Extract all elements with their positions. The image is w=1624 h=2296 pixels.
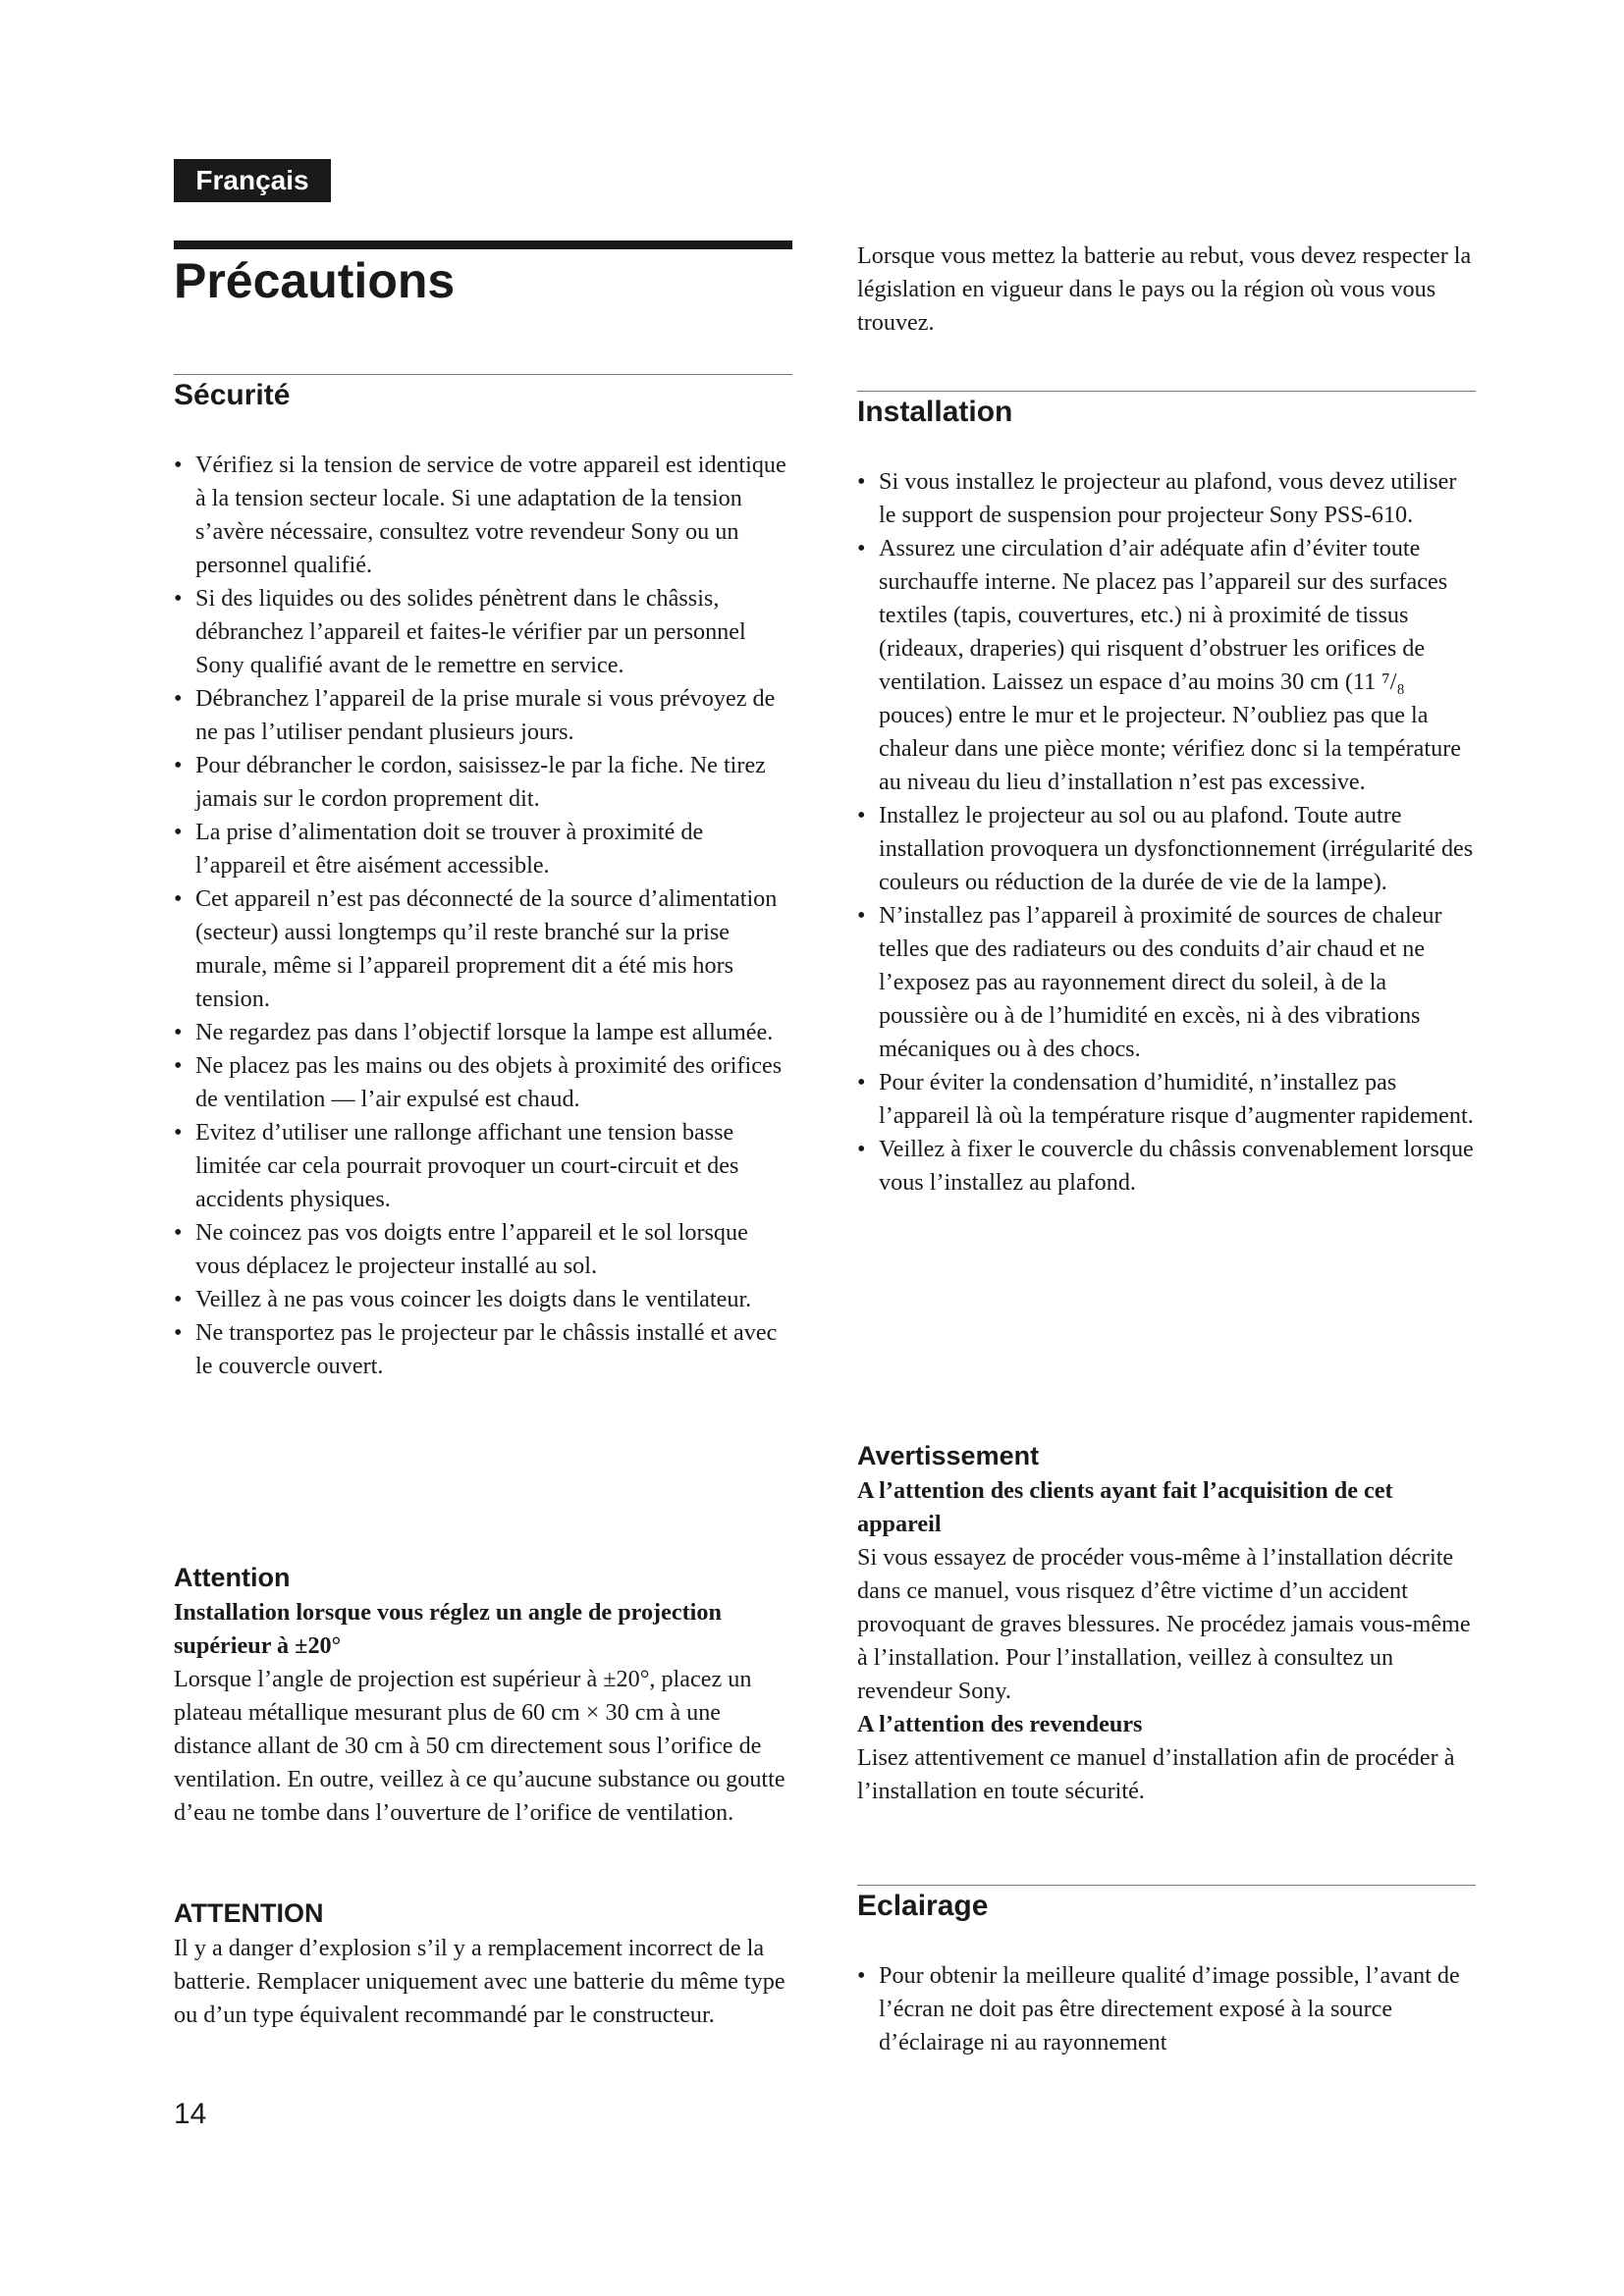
eclairage-rule <box>857 1885 1476 1886</box>
avertissement-body2: Lisez attentivement ce manuel d’installation afin de procéder à l’installation en toute sécurité. <box>857 1744 1455 1804</box>
securite-rule <box>174 374 792 375</box>
attention-caps-body: Il y a danger d’explosion s’il y a remplacement incorrect de la batterie. Remplacer uniquement avec une batterie du même type ou d’un type équivalent recommandé par le constructeur. <box>174 1935 785 2028</box>
battery-intro-block <box>857 240 1476 340</box>
page-title: Précautions <box>174 253 456 308</box>
installation-rule <box>857 391 1476 392</box>
battery-intro: Lorsque vous mettez la batterie au rebut, vous devez respecter la législation en vigueur dans le pays ou la région où vous vous trouvez. <box>857 242 1472 336</box>
list-item: • Pour obtenir la meilleure qualité d’image possible, l’avant de l’écran ne doit pas être directement exposé à la source d’éclairage ni au rayonnement <box>857 1959 1476 2059</box>
eclairage-list <box>857 1959 1476 2059</box>
attention-body: Lorsque l’angle de projection est supérieur à ±20°, placez un plateau métallique mesurant plus de 60 cm × 30 cm à une distance allant de 30 cm à 50 cm directement sous l’orifice de ventilation. En outre, veillez à ce qu’aucune substance ou goutte d’eau ne tombe dans l’ouverture de l’orifice de ventilation. <box>174 1666 785 1826</box>
list-item: • Ne regardez pas dans l’objectif lorsque la lampe est allumée. <box>174 1016 792 1049</box>
language-tab: Français <box>174 159 331 202</box>
avertissement-block <box>857 1474 1476 1808</box>
list-item: • Evitez d’utiliser une rallonge affichant une tension basse limitée car cela pourrait provoquer un court-circuit et des accidents physiques. <box>174 1116 792 1216</box>
attention-caps-block <box>174 1932 792 2032</box>
list-item: • Ne transportez pas le projecteur par le châssis installé et avec le couvercle ouvert. <box>174 1316 792 1383</box>
attention-subheading: Installation lorsque vous réglez un angle de projection supérieur à ±20° <box>174 1599 722 1659</box>
attention-block <box>174 1596 792 1830</box>
list-item: • Si des liquides ou des solides pénètrent dans le châssis, débranchez l’appareil et faites-le vérifier par un personnel Sony qualifié avant de le remettre en service. <box>174 582 792 682</box>
list-item: • Veillez à fixer le couvercle du châssis convenablement lorsque vous l’installez au plafond. <box>857 1133 1476 1200</box>
securite-list-block <box>174 449 792 1383</box>
avertissement-body1: Si vous essayez de procéder vous-même à l’installation décrite dans ce manuel, vous risquez d’être victime d’un accident provoquant de graves blessures. Ne procédez jamais vous-même à l’installation. Pour l’installation, veillez à consultez un revendeur Sony. <box>857 1544 1471 1704</box>
list-item: • Cet appareil n’est pas déconnecté de la source d’alimentation (secteur) aussi longtemps qu’il reste branché sur la prise murale, même si l’appareil proprement dit a été mis hors tension. <box>174 882 792 1016</box>
list-item: • Vérifiez si la tension de service de votre appareil est identique à la tension secteur locale. Si une adaptation de la tension s’avère nécessaire, consultez votre revendeur Sony ou un personnel qualifié. <box>174 449 792 582</box>
list-item: • La prise d’alimentation doit se trouver à proximité de l’appareil et être aisément accessible. <box>174 816 792 882</box>
list-item: • Ne placez pas les mains ou des objets à proximité des orifices de ventilation — l’air expulsé est chaud. <box>174 1049 792 1116</box>
attention-heading: Attention <box>174 1563 291 1592</box>
page-number: 14 <box>174 2098 207 2130</box>
list-item: • Veillez à ne pas vous coincer les doigts dans le ventilateur. <box>174 1283 792 1316</box>
attention-caps-heading: ATTENTION <box>174 1898 324 1928</box>
list-item: • Installez le projecteur au sol ou au plafond. Toute autre installation provoquera un dysfonctionnement (irrégularité des couleurs ou réduction de la durée de vie de la lampe). <box>857 799 1476 899</box>
title-rule <box>174 240 792 249</box>
avertissement-heading: Avertissement <box>857 1441 1040 1470</box>
list-item: • Si vous installez le projecteur au plafond, vous devez utiliser le support de suspension pour projecteur Sony PSS-610. <box>857 465 1476 532</box>
eclairage-list-block <box>857 1959 1476 2059</box>
avertissement-sub1: A l’attention des clients ayant fait l’acquisition de cet appareil <box>857 1477 1393 1537</box>
avertissement-sub2: A l’attention des revendeurs <box>857 1711 1143 1737</box>
list-item: • Pour éviter la condensation d’humidité, n’installez pas l’appareil là où la température risque d’augmenter rapidement. <box>857 1066 1476 1133</box>
securite-list <box>174 449 792 1383</box>
eclairage-heading: Eclairage <box>857 1890 989 1922</box>
list-item: • Pour débrancher le cordon, saisissez-le par la fiche. Ne tirez jamais sur le cordon proprement dit. <box>174 749 792 816</box>
installation-heading: Installation <box>857 396 1013 428</box>
installation-list <box>857 465 1476 1200</box>
list-item: • N’installez pas l’appareil à proximité de sources de chaleur telles que des radiateurs ou des conduits d’air chaud et ne l’exposez pas au rayonnement direct du soleil, à de la poussière ou à de l’humidité en excès, ni à des vibrations mécaniques ou à des chocs. <box>857 899 1476 1066</box>
securite-heading: Sécurité <box>174 379 291 411</box>
installation-list-block <box>857 465 1476 1200</box>
list-item: • Assurez une circulation d’air adéquate afin d’éviter toute surchauffe interne. Ne placez pas l’appareil sur des surfaces textiles (tapis, couvertures, etc.) ni à proximité de tissus (rideaux, draperies) qui risquent d’obstruer les orifices de ventilation. Laissez un espace d’au moins 30 cm (11 ⁷/₈ pouces) entre le mur et le projecteur. N’oubliez pas que la chaleur dans une pièce monte; vérifiez donc si la température au niveau du lieu d’installation n’est pas excessive. <box>857 532 1476 799</box>
list-item: • Débranchez l’appareil de la prise murale si vous prévoyez de ne pas l’utiliser pendant plusieurs jours. <box>174 682 792 749</box>
list-item: • Ne coincez pas vos doigts entre l’appareil et le sol lorsque vous déplacez le projecteur installé au sol. <box>174 1216 792 1283</box>
